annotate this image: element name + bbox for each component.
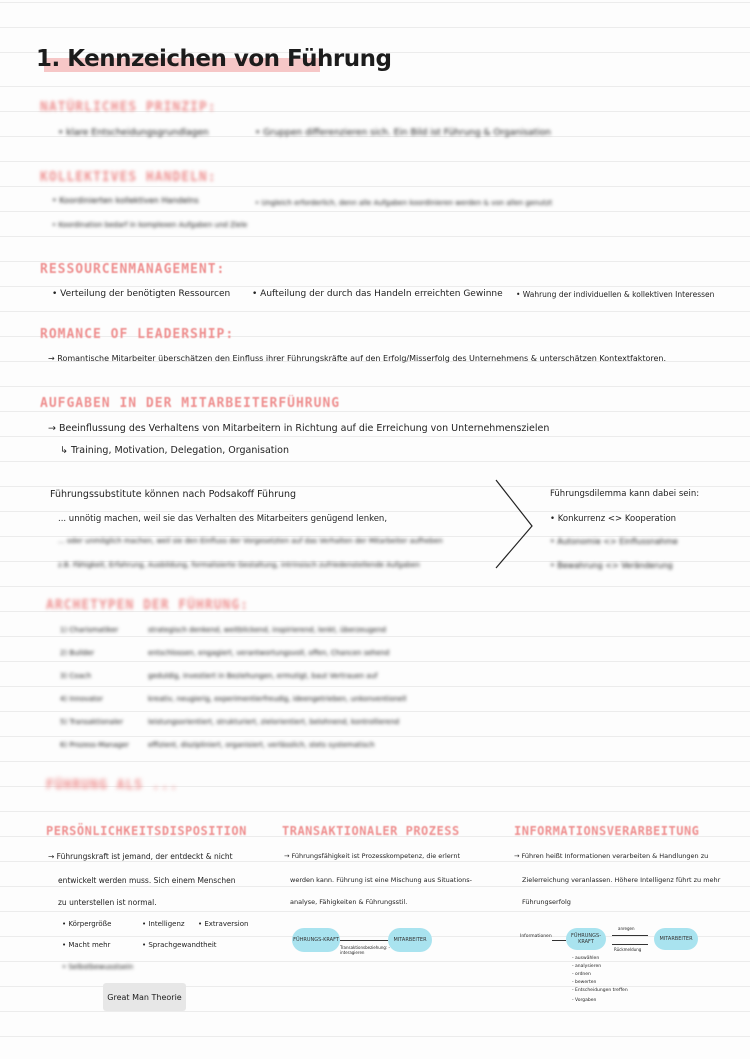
node-fuehrungskraft: FÜHRUNGS-KRAFT [566,928,606,950]
trait-item: • Selbstbewusstsein [62,963,134,971]
chevron-arrow-icon [490,476,540,571]
input-label: Informationen [520,934,552,939]
archetype-key: 4) Innovator [60,695,103,703]
process-step: - analysieren [572,964,602,969]
aufgaben-subline: ↳ Training, Motivation, Delegation, Organisation [60,445,289,456]
arrow-label-bottom: Rückmeldung [614,947,642,952]
arrow-label-top: anregen [618,926,635,931]
trait-item: • Körpergröße [62,920,112,928]
heading-persoenlichkeitsdisposition: PERSÖNLICHKEITSDISPOSITION [46,824,247,838]
list-item: z.B. Fähigkeit, Erfahrung, Ausbildung, formalisierte Gestaltung, intrinsisch zufriedenstellende Aufgaben [58,561,420,569]
process-step: - bewerten [572,980,597,985]
arrow-left-icon [612,944,648,945]
arrow-right-icon [340,940,388,941]
trait-item: • Extraversion [198,920,249,928]
col1-line: → Führungskraft ist jemand, der entdeckt & nicht [48,852,233,861]
node-fuehrungskraft: FÜHRUNGS-KRAFT [292,928,340,952]
trait-item: • Macht mehr [62,941,111,949]
list-item: ... oder unmöglich machen, weil sie den Einfluss der Vorgesetzten auf das Verhalten der Mitarbeiter aufheben [58,537,443,545]
heading-informationsverarbeitung: INFORMATIONSVERARBEITUNG [514,824,700,838]
col1-line: zu unterstellen ist normal. [58,898,157,907]
heading-archetypen: ARCHETYPEN DER FÜHRUNG: [46,598,250,613]
substitute-intro: Führungssubstitute können nach Podsakoff Führung [50,489,297,500]
arrow-right-icon [552,940,566,941]
heading-ressourcenmanagement: RESSOURCENMANAGEMENT: [40,262,226,277]
process-step: - ordnen [572,972,591,977]
col2-line: → Führungsfähigkeit ist Prozesskompetenz, die erlernt [284,852,461,860]
trait-item: • Intelligenz [142,920,185,928]
great-man-theory-badge: Great Man Theorie [103,983,186,1011]
heading-romance-of-leadership: ROMANCE OF LEADERSHIP: [40,327,235,342]
list-item: • Autonomie <> Einflussnahme [550,537,678,546]
archetype-value: geduldig, investiert in Beziehungen, ermutigt, baut Vertrauen auf [148,672,378,680]
col2-line: analyse, Fähigkeiten & Führungsstil. [290,898,408,906]
heading-fuehrung-als: FÜHRUNG ALS ... [46,778,179,793]
archetype-key: 5) Transaktionaler [60,718,124,726]
list-item: • Konkurrenz <> Kooperation [550,514,677,524]
col3-line: Zielerreichung veranlassen. Höhere Intelligenz führt zu mehr [522,876,721,884]
archetype-value: effizient, diszipliniert, organisiert, verlässlich, stets systematisch [148,741,375,749]
col3-line: → Führen heißt Informationen verarbeiten & Handlungen zu [514,852,709,860]
arrow-right-icon [612,935,648,936]
list-item: • Aufteilung der durch das Handeln erreichten Gewinne [252,289,503,299]
page-title: 1. Kennzeichen von Führung [36,46,392,72]
list-item: ... unnötig machen, weil sie das Verhalten des Mitarbeiters genügend lenken, [58,514,388,524]
archetype-key: 6) Prozess-Manager [60,741,129,749]
romance-text: → Romantische Mitarbeiter überschätzen den Einfluss ihrer Führungskräfte auf den Erfolg/Misserfolg des Unternehmens & unterschätzen Kontextfaktoren. [48,354,667,363]
list-item: • Ungleich erforderlich, denn alle Aufgaben koordinieren werden & von allen genutzt [255,199,553,207]
trait-item: • Sprachgewandtheit [142,941,217,949]
heading-kollektives-handeln: KOLLEKTIVES HANDELN: [40,170,217,185]
col2-line: werden kann. Führung ist eine Mischung aus Situations- [290,876,472,884]
list-item: • Koordination bedarf in komplexen Aufgaben und Ziele [52,221,248,229]
archetype-value: entschlossen, engagiert, verantwortungsvoll, offen, Chancen sehend [148,649,390,657]
aufgaben-line: → Beeinflussung des Verhaltens von Mitarbeitern in Richtung auf die Erreichung von Unternehmenszielen [48,423,550,434]
process-step: - Entscheidungen treffen [572,988,628,993]
heading-transaktionaler-prozess: TRANSAKTIONALER PROZESS [282,824,460,838]
archetype-key: 3) Coach [60,672,92,680]
list-item: • Bewahrung <> Veränderung [550,561,673,570]
archetype-value: kreativ, neugierig, experimentierfreudig, ideengetrieben, unkonventionell [148,695,407,703]
dilemma-title: Führungsdilemma kann dabei sein: [550,489,700,499]
heading-natuerliches-prinzip: NATÜRLICHES PRINZIP: [40,100,217,115]
process-step: - auswählen [572,956,600,961]
list-item: • Verteilung der benötigten Ressourcen [52,289,231,299]
list-item: • Gruppen differenzieren sich. Ein Bild ist Führung & Organisation [255,128,551,138]
archetype-key: 1) Charismatiker [60,626,119,634]
node-mitarbeiter: MITARBEITER [388,928,432,952]
archetype-key: 2) Builder [60,649,95,657]
list-item: • Koordinierten kollektiven Handelns [52,196,199,205]
col3-line: Führungserfolg [522,898,571,906]
archetype-value: strategisch denkend, weitblickend, inspirierend, lenkt, überzeugend [148,626,387,634]
col1-line: entwickelt werden muss. Sich einem Menschen [58,876,236,885]
list-item: • Wahrung der individuellen & kollektiven Interessen [516,290,715,299]
heading-aufgaben: AUFGABEN IN DER MITARBEITERFÜHRUNG [40,396,341,411]
archetype-value: leistungsorientiert, strukturiert, zielorientiert, belohnend, kontrollierend [148,718,400,726]
arrow-label: Transaktionsbeziehung: - interagieren [340,945,390,955]
list-item: • klare Entscheidungsgrundlagen [58,128,209,138]
node-mitarbeiter: MITARBEITER [654,928,698,950]
process-step: - Vorgaben [572,998,597,1003]
